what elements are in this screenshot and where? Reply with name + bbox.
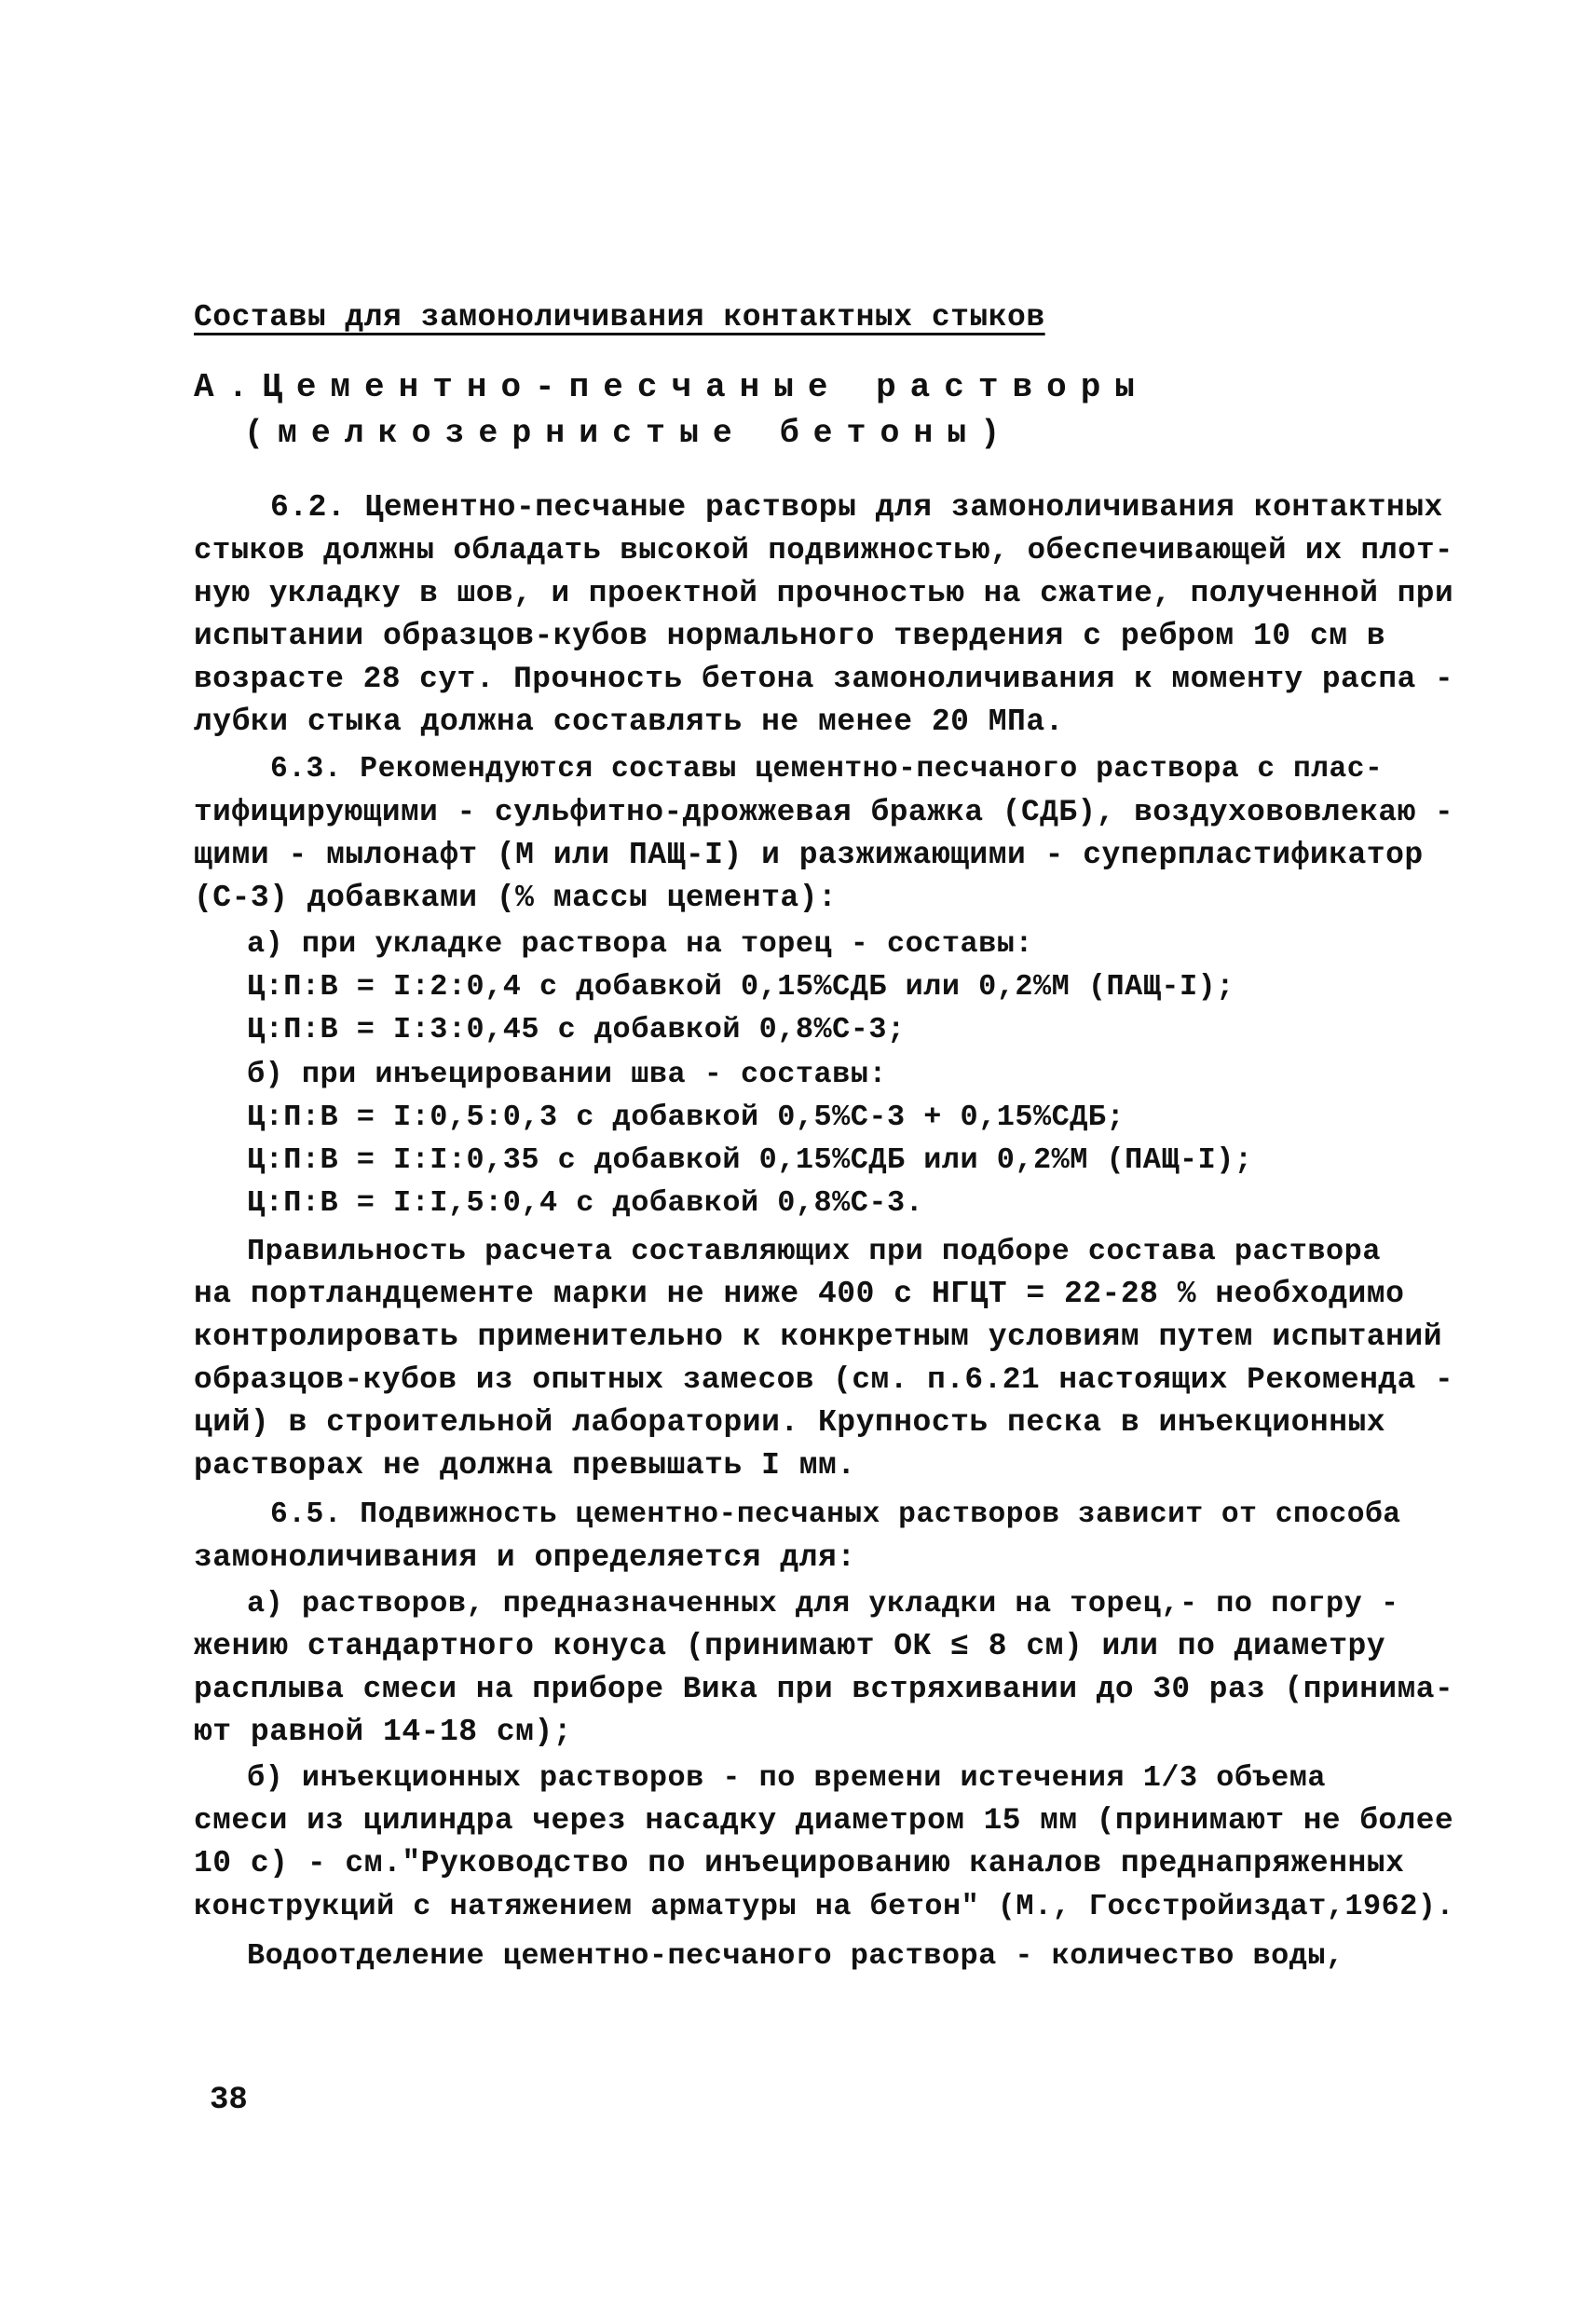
subsection-title: Цементно-песчаные растворы — [262, 368, 1149, 406]
text-line: конструкций с натяжением арматуры на бетон" (М., Госстройиздат,1962). — [194, 1889, 1455, 1923]
subsection-heading-line-1 — [194, 366, 1442, 409]
formula-line: Ц:П:В = I:2:0,4 с добавкой 0,15%СДБ или 0,2%М (ПАЩ-I); — [247, 969, 1235, 1004]
text-line: стыков должны обладать высокой подвижностью, обеспечивающей их плот- — [194, 533, 1453, 567]
formula-line: Ц:П:В = I:I,5:0,4 с добавкой 0,8%С-3. — [247, 1185, 924, 1220]
formula-line: Ц:П:В = I:I:0,35 с добавкой 0,15%СДБ или 0,2%М (ПАЩ-I); — [247, 1142, 1253, 1177]
text-line: 6.5. Подвижность цементно-песчаных растворов зависит от способа — [270, 1498, 1401, 1531]
subsection-label: А. — [194, 368, 263, 406]
text-line: образцов-кубов из опытных замесов (см. п.6.21 настоящих Рекоменда - — [194, 1362, 1454, 1397]
text-line: ют равной 14-18 см); — [194, 1715, 573, 1749]
text-line: возрасте 28 сут. Прочность бетона замоноличивания к моменту распа - — [194, 662, 1454, 696]
text-line: контролировать применительно к конкретным условиям путем испытаний — [194, 1320, 1443, 1354]
text-line: 6.2. Цементно-песчаные растворы для замоноличивания контактных — [270, 490, 1443, 525]
text-line: Водоотделение цементно-песчаного раствора - количество воды, — [247, 1938, 1344, 1973]
text-line: растворах не должна превышать I мм. — [194, 1448, 856, 1483]
formula-line: Ц:П:В = I:0,5:0,3 с добавкой 0,5%С-3 + 0,15%СДБ; — [247, 1100, 1125, 1134]
page-number: 38 — [210, 2083, 248, 2118]
text-line: испытании образцов-кубов нормального твердения с ребром 10 см в — [194, 619, 1386, 653]
text-line: на портландцементе марки не ниже 400 с НГЦТ = 22-28 % необходимо — [194, 1277, 1405, 1311]
text-line: ций) в строительной лаборатории. Крупность песка в инъекционных — [194, 1405, 1386, 1440]
text-line: 10 с) - см."Руководство по инъецированию каналов преднапряженных — [194, 1846, 1405, 1880]
text-line: лубки стыка должна составлять не менее 20 МПа. — [194, 704, 1064, 739]
text-line: тифицирующими - сульфитно-дрожжевая бражка (СДБ), воздухововлекаю - — [194, 795, 1454, 829]
subsection-heading-line-2: (мелкозернистые бетоны) — [244, 416, 1015, 452]
text-line: смеси из цилиндра через насадку диаметром 15 мм (принимают не более — [194, 1803, 1454, 1838]
list-item: а) при укладке раствора на торец - составы: — [247, 926, 1034, 961]
text-line: замоноличивания и определяется для: — [194, 1540, 856, 1575]
text-line: щими - мылонафт (М или ПАЩ-I) и разжижающими - суперпластификатор — [194, 838, 1424, 872]
section-title: Составы для замоноличивания контактных стыков — [194, 300, 1045, 335]
list-item: а) растворов, предназначенных для укладки на торец,- по погру - — [247, 1586, 1399, 1620]
text-line: ную укладку в шов, и проектной прочностью на сжатие, полученной при — [194, 576, 1454, 610]
text-line: жению стандартного конуса (принимают ОК ≤ 8 см) или по диаметру — [194, 1629, 1386, 1663]
text-line: Правильность расчета составляющих при подборе состава раствора — [247, 1234, 1381, 1268]
formula-line: Ц:П:В = I:3:0,45 с добавкой 0,8%С-3; — [247, 1012, 906, 1046]
list-item: б) при инъецировании шва - составы: — [247, 1057, 887, 1091]
list-item: б) инъекционных растворов - по времени истечения 1/3 объема — [247, 1760, 1327, 1795]
text-line: 6.3. Рекомендуются составы цементно-песчаного раствора с плас- — [270, 753, 1384, 786]
text-line: расплыва смеси на приборе Вика при встряхивании до 30 раз (принима- — [194, 1672, 1454, 1706]
text-line: (С-3) добавками (% массы цемента): — [194, 881, 838, 915]
